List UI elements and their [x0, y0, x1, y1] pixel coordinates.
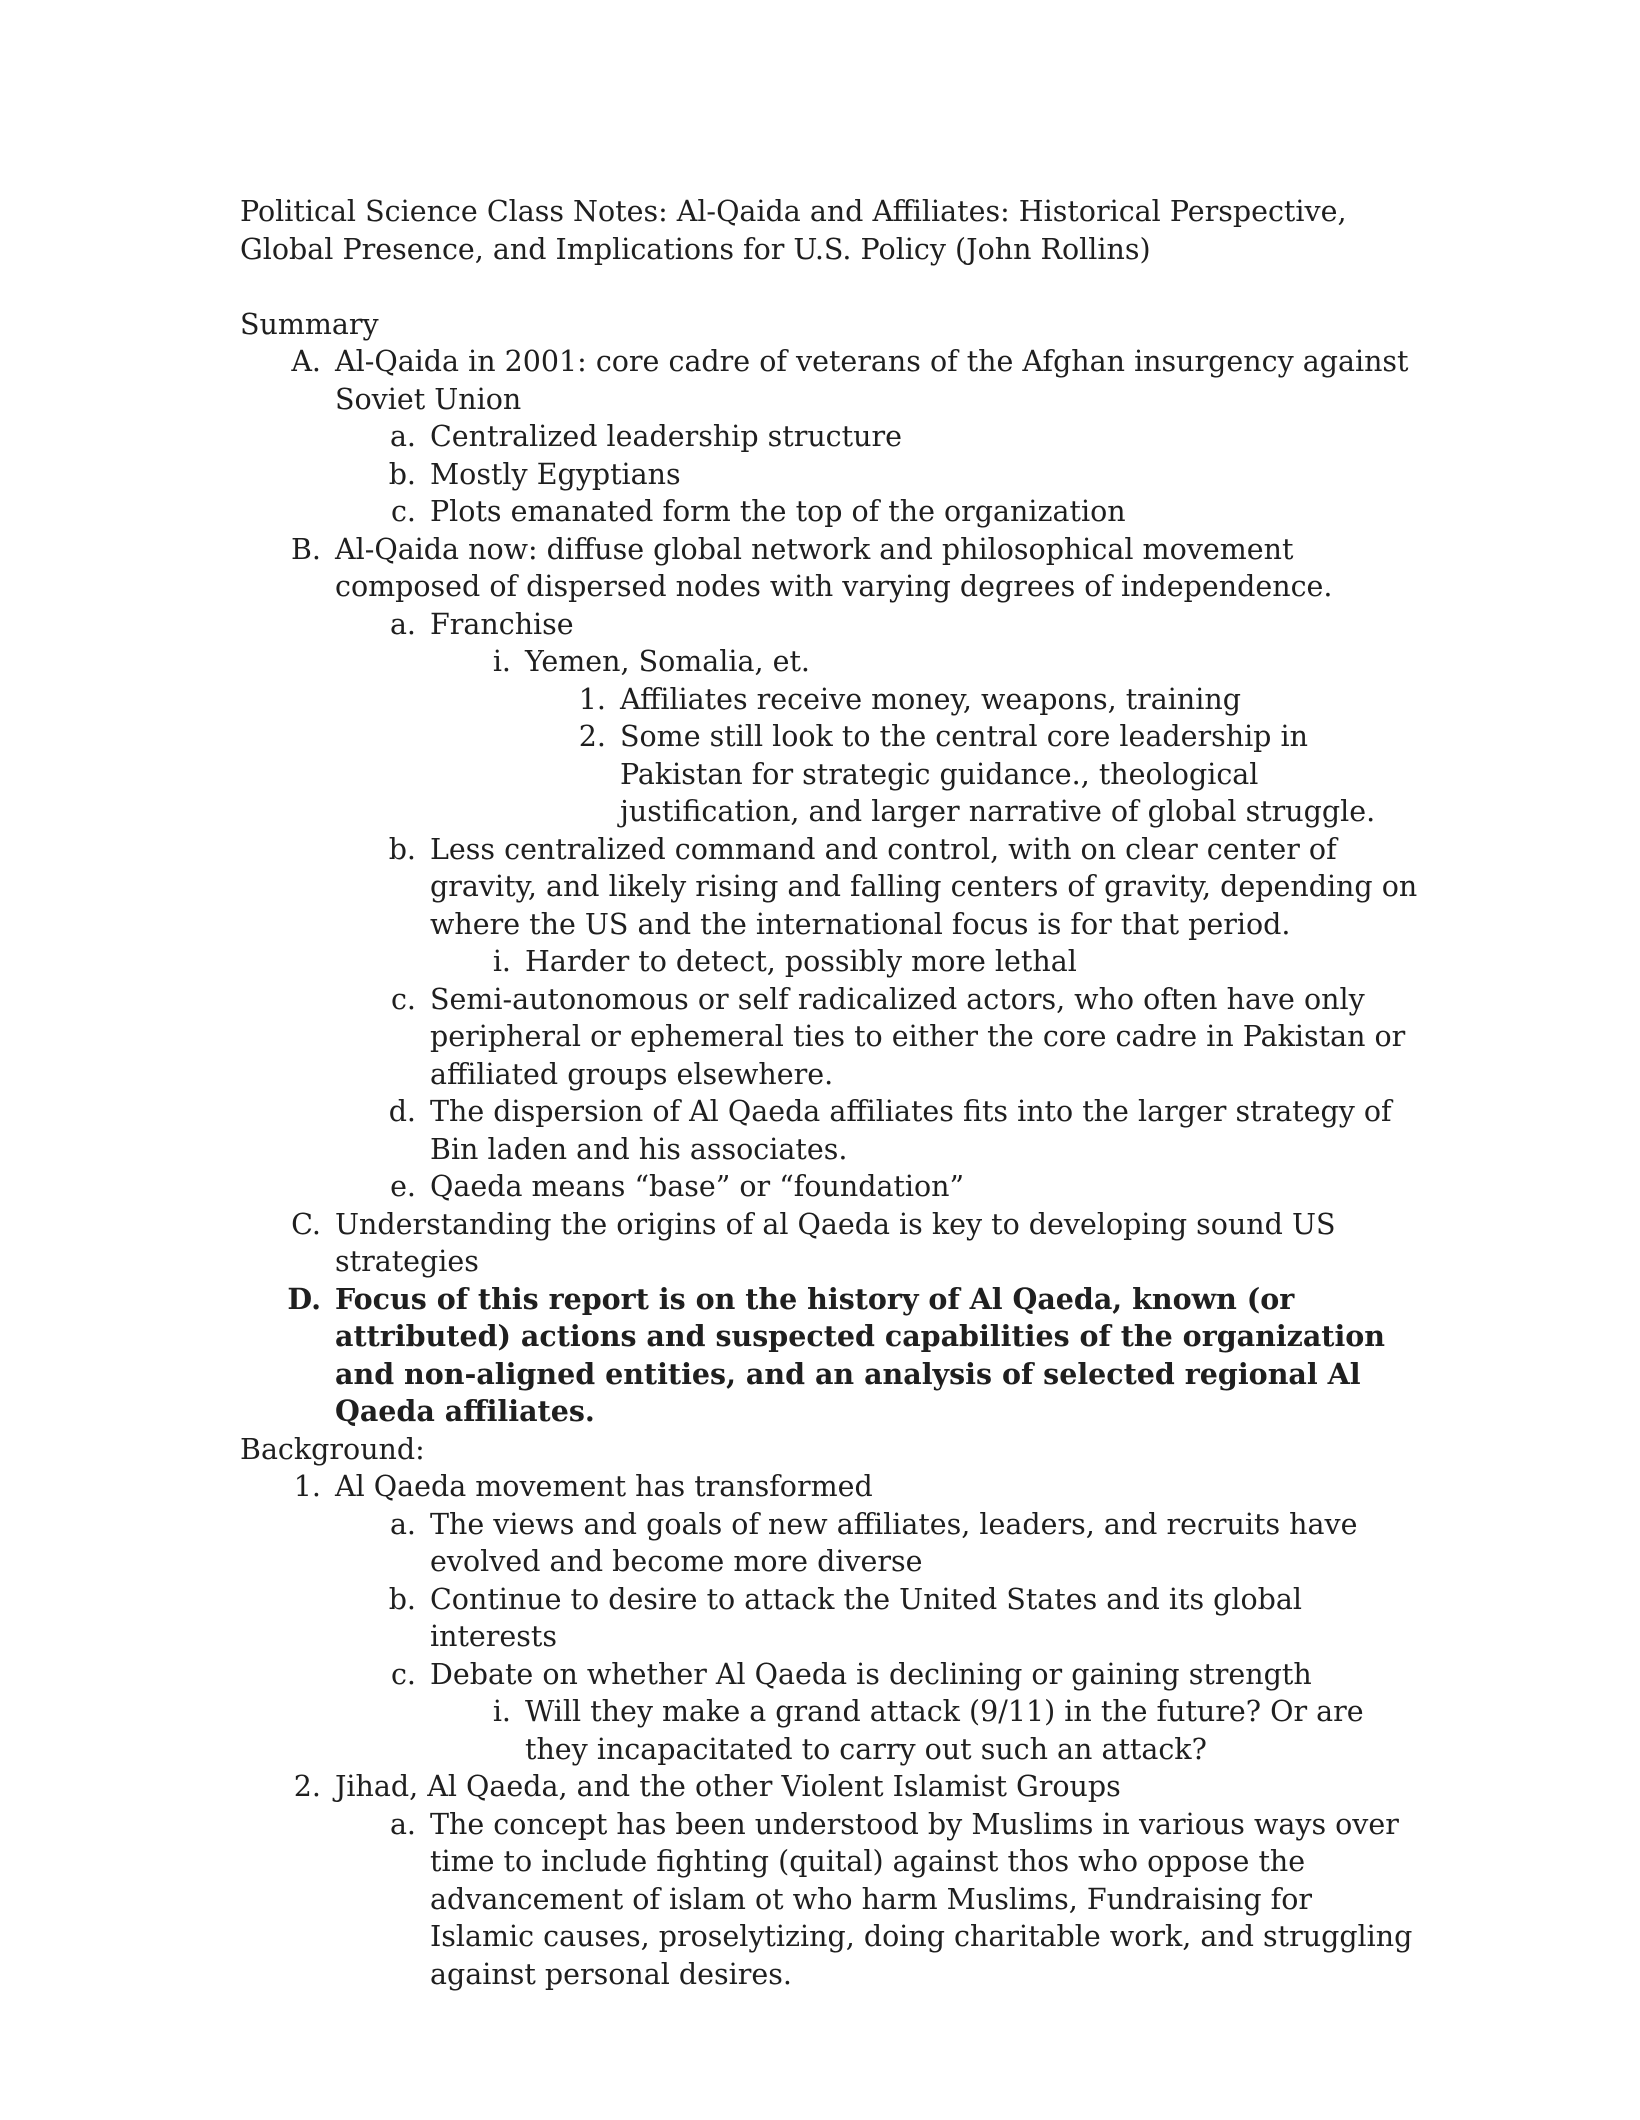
summary-b-sub-c [390, 981, 1420, 1094]
list-marker: 1. [293, 1470, 321, 1503]
summary-a-sub-a [389, 418, 1420, 456]
list-item-text: Al-Qaida in 2001: core cadre of veterans of the Afghan insurgency against Soviet Union [335, 345, 1409, 416]
list-marker: c. [390, 495, 416, 528]
list-marker: a. [389, 607, 416, 641]
list-marker: 2. [293, 1770, 321, 1803]
background-heading: Background: [240, 1432, 425, 1466]
summary-section [240, 306, 1420, 1431]
summary-b-sub-d [388, 1093, 1420, 1168]
summary-b-sub-a [389, 606, 1420, 644]
summary-a-sub-b [388, 456, 1420, 494]
list-item-text: Al Qaeda movement has transformed [335, 1470, 873, 1503]
list-marker: i. [492, 945, 511, 978]
summary-b-a-sub-i [492, 643, 1420, 681]
list-item-text: Semi-autonomous or self radicalized actors, who often have only peripheral or ephemeral ties to either the core cadre in Pakistan or affiliated groups elsewhere. [430, 982, 1406, 1091]
list-marker: 1. [578, 682, 606, 716]
summary-b-a-i-sub-1 [578, 681, 1420, 719]
list-item-text: The concept has been understood by Muslims in various ways over time to include fighting (quital) against thos who oppose the advancement of islam ot who harm Muslims, Fundraising for Islamic causes, proselytizing, doing charitable work, and struggling against personal desires. [430, 1807, 1413, 1991]
background-1-sub-c [390, 1656, 1420, 1694]
summary-b-b-sub-i [492, 943, 1420, 981]
list-item-text: Yemen, Somalia, et. [525, 645, 810, 678]
summary-b-sub-b [388, 831, 1420, 944]
background-1-c-sub-i [492, 1693, 1420, 1768]
list-marker: c. [390, 1657, 416, 1691]
background-item-1 [293, 1468, 1420, 1506]
summary-item-d [287, 1281, 1420, 1431]
list-item-text: Mostly Egyptians [430, 457, 681, 491]
list-item-text: Debate on whether Al Qaeda is declining or gaining strength [430, 1657, 1312, 1691]
list-marker: d. [388, 1095, 416, 1128]
list-marker: a. [389, 420, 416, 453]
list-marker: b. [388, 832, 416, 866]
list-item-text: Qaeda means “base” or “foundation” [430, 1170, 965, 1203]
list-marker: i. [492, 645, 511, 678]
list-marker: 2. [578, 720, 606, 753]
summary-b-sub-e [390, 1168, 1420, 1206]
list-item-text: The views and goals of new affiliates, leaders, and recruits have evolved and become more diverse [430, 1507, 1358, 1578]
list-item-text: Centralized leadership structure [430, 420, 902, 453]
background-1-sub-b [388, 1581, 1420, 1656]
list-marker: b. [388, 1582, 416, 1616]
list-item-text: Some still look to the central core leadership in Pakistan for strategic guidance., theological justification, and larger narrative of global struggle. [620, 720, 1376, 828]
list-item-text: Harder to detect, possibly more lethal [525, 945, 1077, 978]
list-item-text: Focus of this report is on the history of Al Qaeda, known (or attributed) actions and suspected capabilities of the organization and non-aligned entities, and an analysis of selected regional Al Qaeda affiliates. [335, 1281, 1386, 1428]
list-marker: b. [388, 457, 416, 491]
list-marker: e. [390, 1170, 416, 1203]
summary-b-a-i-sub-2 [578, 718, 1420, 831]
list-item-text: Jihad, Al Qaeda, and the other Violent Islamist Groups [335, 1770, 1121, 1803]
list-item-text: Continue to desire to attack the United States and its global interests [430, 1582, 1303, 1653]
document-title: Political Science Class Notes: Al-Qaida and Affiliates: Historical Perspective, Global Presence, and Implications for U.S. Policy (John Rollins) [240, 195, 1347, 266]
list-item-text: Plots emanated form the top of the organization [430, 495, 1126, 528]
summary-a-sub-c [390, 493, 1420, 531]
list-item-text: Understanding the origins of al Qaeda is key to developing sound US strategies [335, 1207, 1336, 1278]
list-marker: B. [290, 532, 321, 566]
list-marker: a. [389, 1507, 416, 1541]
list-marker: D. [287, 1281, 321, 1316]
list-item-text: Franchise [430, 607, 574, 641]
list-marker: a. [389, 1807, 416, 1841]
background-section [240, 1431, 1420, 1994]
summary-item-b [290, 531, 1420, 606]
list-item-text: Less centralized command and control, with on clear center of gravity, and likely rising and falling centers of gravity, depending on where the US and the international focus is for that period. [430, 832, 1418, 941]
summary-item-c [291, 1206, 1420, 1281]
background-1-sub-a [389, 1506, 1420, 1581]
summary-heading: Summary [240, 307, 379, 341]
list-item-text: Affiliates receive money, weapons, training [620, 682, 1241, 716]
list-marker: c. [390, 982, 416, 1016]
background-2-sub-a [389, 1806, 1420, 1994]
summary-item-a [291, 343, 1420, 418]
list-item-text: The dispersion of Al Qaeda affiliates fits into the larger strategy of Bin laden and his associates. [430, 1095, 1392, 1166]
notes-body [240, 193, 1420, 1993]
list-item-text: Will they make a grand attack (9/11) in the future? Or are they incapacitated to carry out such an attack? [525, 1695, 1364, 1766]
list-item-text: Al-Qaida now: diffuse global network and philosophical movement composed of dispersed nodes with varying degrees of independence. [335, 532, 1333, 603]
background-item-2 [293, 1768, 1420, 1806]
list-marker: i. [492, 1695, 511, 1728]
list-marker: A. [291, 345, 321, 378]
list-marker: C. [291, 1207, 321, 1241]
